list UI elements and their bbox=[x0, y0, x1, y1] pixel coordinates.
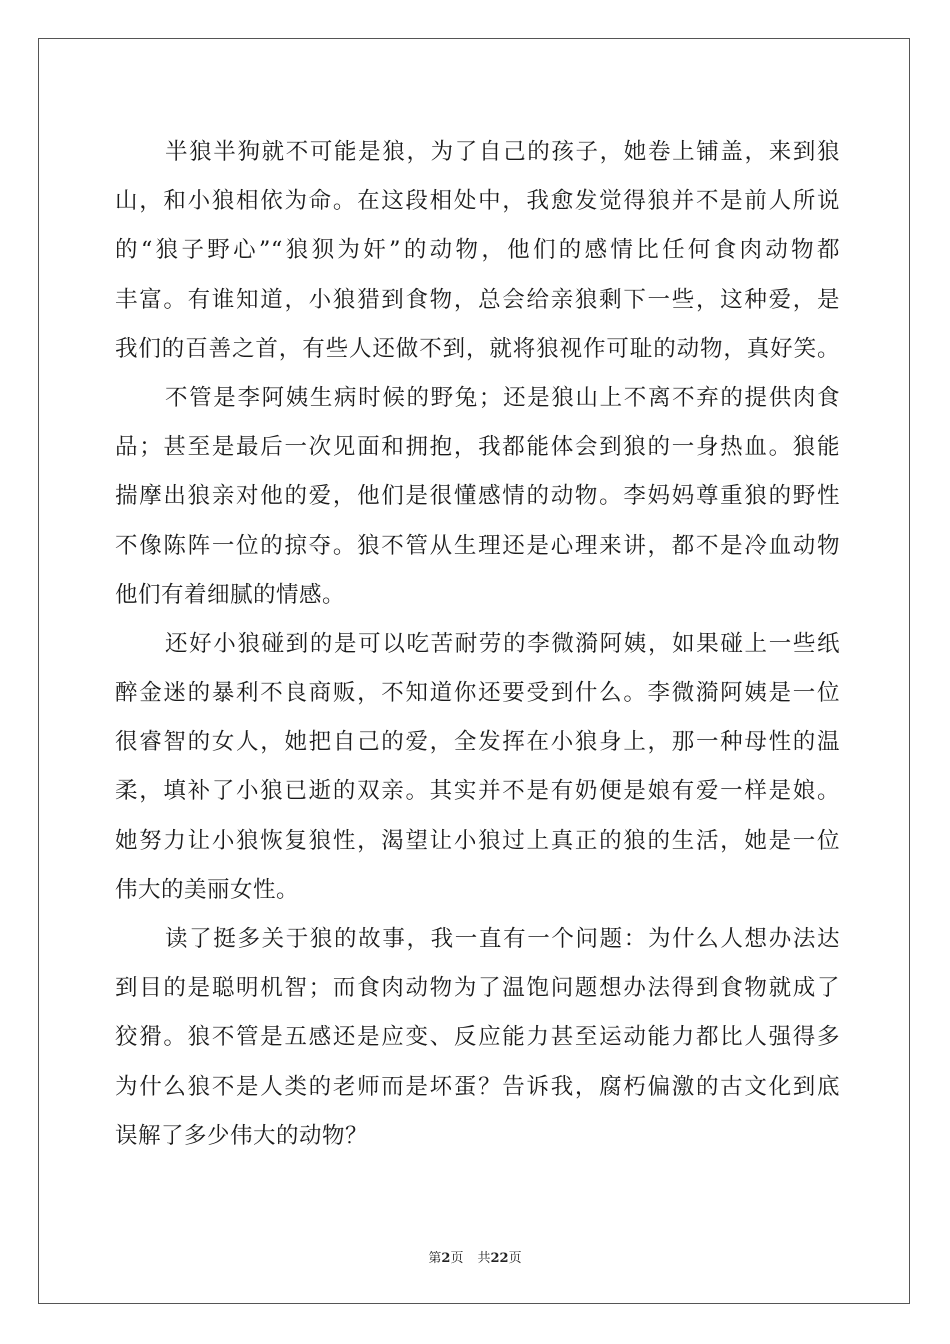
paragraph-line: 狡猾。狼不管是五感还是应变、反应能力甚至运动能力都比人强得多 bbox=[115, 1024, 840, 1051]
paragraph-line: 伟大的美丽女性。 bbox=[115, 876, 300, 903]
paragraph-line: 品；甚至是最后一次见面和拥抱，我都能体会到狼的一身热血。狼能 bbox=[115, 434, 840, 461]
paragraph-line: 不管是李阿姨生病时候的野兔；还是狼山上不离不弃的提供肉食 bbox=[165, 384, 840, 411]
page-footer bbox=[0, 1247, 950, 1266]
paragraph-line: 很睿智的女人，她把自己的爱，全发挥在小狼身上，那一种母性的温 bbox=[115, 729, 840, 756]
paragraph-line: 不像陈阵一位的掠夺。狼不管从生理还是心理来讲，都不是冷血动物 bbox=[115, 532, 840, 559]
page-number-label: 第2页 bbox=[428, 1251, 464, 1266]
paragraph-line: 丰富。有谁知道，小狼猎到食物，总会给亲狼剩下一些，这种爱，是 bbox=[115, 286, 840, 313]
paragraph-line: 还好小狼碰到的是可以吃苦耐劳的李微漪阿姨，如果碰上一些纸 bbox=[165, 630, 840, 657]
total-pages-label: 共22页 bbox=[477, 1251, 522, 1266]
paragraph-line: 半狼半狗就不可能是狼，为了自己的孩子，她卷上铺盖，来到狼 bbox=[165, 139, 840, 165]
paragraph-line: 醉金迷的暴利不良商贩，不知道你还要受到什么。李微漪阿姨是一位 bbox=[115, 680, 840, 707]
paragraph-line: 到目的是聪明机智；而食肉动物为了温饱问题想办法得到食物就成了 bbox=[115, 975, 840, 1002]
paragraph-line: 读了挺多关于狼的故事，我一直有一个问题：为什么人想办法达 bbox=[165, 926, 840, 952]
paragraph-line: 的“狼子野心”“狼狈为奸”的动物，他们的感情比任何食肉动物都 bbox=[115, 237, 840, 264]
paragraph-line: 她努力让小狼恢复狼性，渴望让小狼过上真正的狼的生活，她是一位 bbox=[115, 827, 840, 854]
paragraph bbox=[115, 374, 840, 620]
paragraph-line: 山，和小狼相依为命。在这段相处中，我愈发觉得狼并不是前人所说 bbox=[115, 188, 840, 215]
paragraph-line: 误解了多少伟大的动物？ bbox=[115, 1122, 369, 1149]
paragraph bbox=[115, 620, 840, 915]
document-body bbox=[115, 128, 840, 1161]
paragraph bbox=[115, 915, 840, 1161]
paragraph-line: 他们有着细腻的情感。 bbox=[115, 581, 346, 608]
paragraph bbox=[115, 128, 840, 374]
paragraph-line: 柔，填补了小狼已逝的双亲。其实并不是有奶便是娘有爱一样是娘。 bbox=[115, 778, 840, 805]
paragraph-line: 为什么狼不是人类的老师而是坏蛋？告诉我，腐朽偏激的古文化到底 bbox=[115, 1073, 840, 1100]
paragraph-line: 我们的百善之首，有些人还做不到，就将狼视作可耻的动物，真好笑。 bbox=[115, 335, 840, 362]
paragraph-line: 揣摩出狼亲对他的爱，他们是很懂感情的动物。李妈妈尊重狼的野性 bbox=[115, 483, 840, 510]
